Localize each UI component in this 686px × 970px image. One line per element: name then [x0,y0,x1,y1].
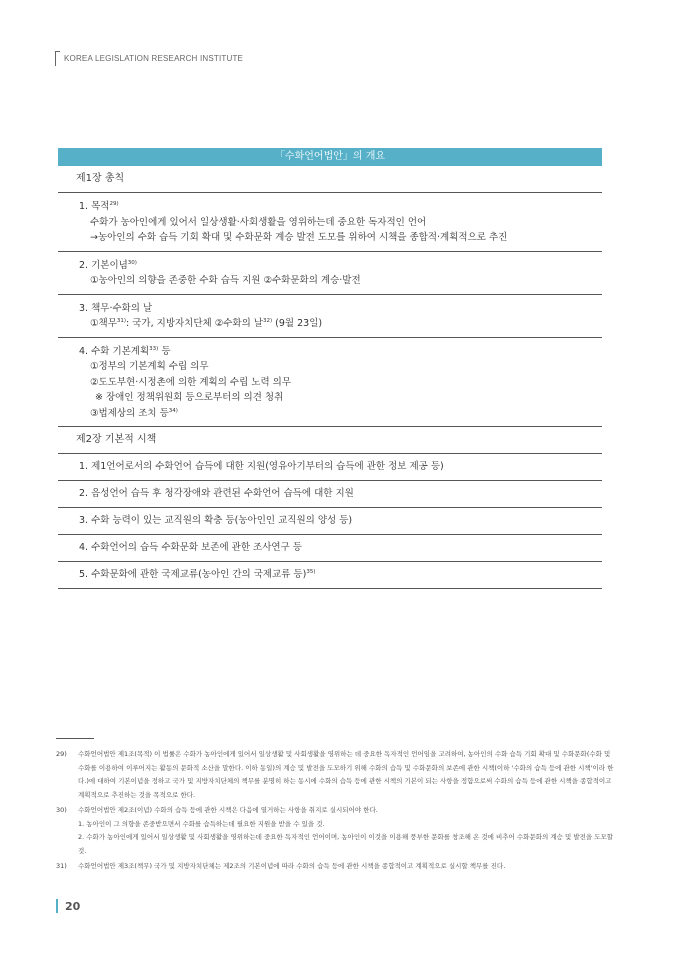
footnote-number: 29) [56,750,67,758]
overview-table [58,148,602,589]
table-title: 「수화언어법안」의 개요 [58,148,602,166]
measure-item [58,562,602,589]
footnote-ref[interactable]: 34) [168,407,178,414]
running-header [55,50,243,66]
footnote-subitem: 1. 농아인이 그 의향을 존중받으면서 수화를 습득하는데 필요한 지원을 받을 수 있을 것. [78,819,325,828]
footnote-ref[interactable]: 33) [149,345,159,352]
section-line: ①책무 [90,318,117,329]
chapter-2-heading: 제2장 기본적 시책 [58,427,602,454]
footnote-ref[interactable]: 29) [109,200,119,207]
section-line: ③법제상의 조치 등 [90,407,169,419]
measure-item-text: 5. 수화문화에 관한 국제교류(농아인 간의 국제교류 등) [79,569,307,580]
measure-item: 2. 음성언어 습득 후 청각장애와 관련된 수화언어 습득에 대한 지원 [58,481,602,508]
measure-item: 1. 제1언어로서의 수화언어 습득에 대한 지원(영유아기부터의 습득에 관한 정보 제공 등) [58,454,602,481]
section-line: ②도도부현·시정촌에 의한 계획의 수립 노력 의무 [90,376,291,388]
page-number-accent-bar [56,899,58,913]
measure-item: 4. 수화언어의 습득 수화문화 보존에 관한 조사연구 등 [58,535,602,562]
footnote-number: 30) [56,806,67,814]
footnote-ref[interactable]: 32) [262,317,273,324]
footnote-text: 수화언어법안 제1조(목적) 이 법률은 수화가 농아인에게 있어서 일상생활 및 사회생활을 영위하는 데 중요한 독자적인 언어임을 고려하여, 농아인의 수화 습득 기회 확대 및 수화문화(수화 및 수화를 이용하여 이루어지는 활동의 문화적 소산을 말한다. 이하 동일)의 계승 및 발전을 도모하기 위해 수화의 습득 및 수화문화의 보존에 관한 시책(이하 '수화의 습득 등에 관한 시책'이라 한다.)에 대하여 기본이념을 정하고 국가 및 지방자치단체의 책무를 분명히 하는 동시에 수화의 습득 등에 관한 시책의 기본이 되는 사항을 정함으로써 수화의 습득 등에 관한 시책을 종합적이고 계획적으로 추진하는 것을 목적으로 한다. [78,750,614,799]
section-line: (9월 23일) [272,318,323,329]
section-title: 3. 책무·수화의 날 [79,302,153,314]
section-basic-principle [58,252,602,295]
section-purpose [58,193,602,252]
section-title: 4. 수화 기본계획 [79,345,150,357]
section-duty-sign-language-day [58,295,602,338]
header-bracket-mark [55,51,60,66]
footnote-29 [56,748,616,802]
footnote-text: 수화언어법안 제3조(책무) 국가 및 지방자치단체는 제2조의 기본이념에 따라 수화의 습득 등에 관한 시책을 종합적이고 계획적으로 실시할 책무를 진다. [78,862,506,870]
footnotes [56,748,616,876]
page-number-text: 20 [65,899,81,913]
header-title: KOREA LEGISLATION RESEARCH INSTITUTE [64,53,244,63]
footnote-30 [56,804,616,858]
footnote-ref[interactable]: 35) [306,568,316,575]
section-line: ①농아인의 의향을 존중한 수화 습득 지원 ②수화문화의 계승·발전 [90,275,361,286]
section-title: 2. 기본이념 [79,259,128,271]
section-line: ①정부의 기본계획 수립 의무 [90,361,209,372]
chapter-1-heading: 제1장 총칙 [58,166,602,193]
footnote-31 [56,860,616,874]
footnote-subitem: 2. 수화가 농아인에게 있어서 일상생활 및 사회생활을 영위하는데 중요한 독자적인 언어이며, 농아인이 이것을 이용해 풍부한 문화를 창조해 온 것에 비추어 수화문화의 계승 및 발전을 도모할 것. [78,833,614,855]
section-line: →농아인의 수화 습득 기회 확대 및 수화문화 계승 발전 도모를 위하여 시책을 종합적·계획적으로 추진 [90,232,508,243]
page-number [56,899,80,913]
section-basic-plan [58,338,602,428]
section-line: 수화가 농아인에게 있어서 일상생활·사회생활을 영위하는데 중요한 독자적인 언어 [90,216,427,228]
footnote-ref[interactable]: 30) [127,259,137,266]
section-note: ※ 장애인 정책위원회 등으로부터의 의견 청취 [95,392,284,403]
section-line: : 국가, 지방자치단체 ②수화의 날 [126,318,263,329]
section-title-tail: 등 [158,345,171,357]
footnote-ref[interactable]: 31) [116,317,127,324]
measure-item: 3. 수화 능력이 있는 교직원의 확충 등(농아인인 교직원의 양성 등) [58,508,602,535]
section-title: 1. 목적 [79,201,110,212]
footnote-separator [56,738,94,739]
footnote-number: 31) [56,862,67,870]
footnote-text: 수화언어법안 제2조(이념) 수화의 습득 등에 관한 시책은 다음에 열거하는 사항을 취지로 실시되어야 한다. [78,806,378,814]
